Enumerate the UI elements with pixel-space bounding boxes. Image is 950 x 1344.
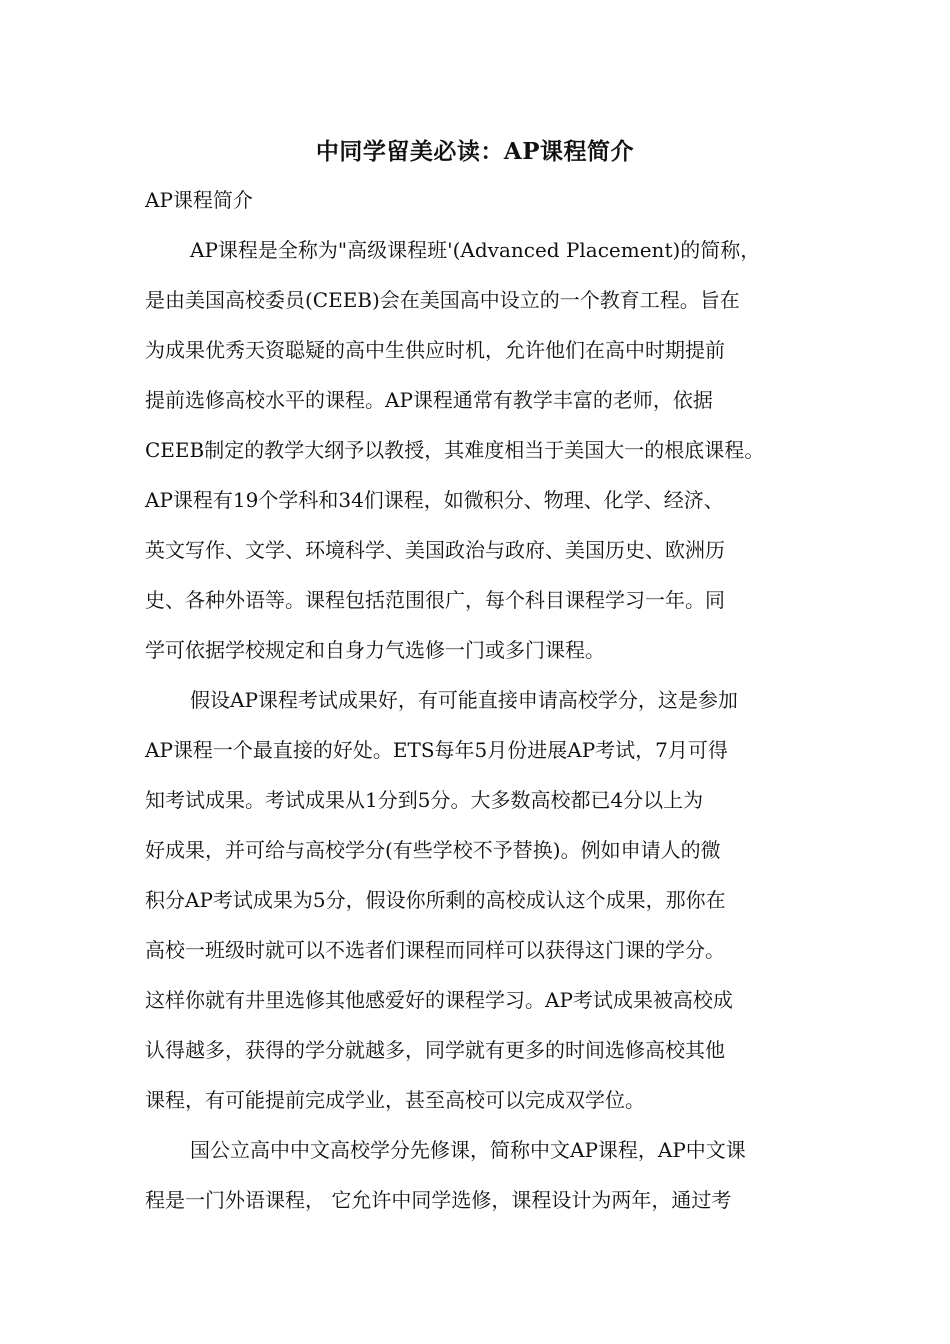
text-line: 是由美国高校委员(CEEB)会在美国高中设立的一个教育工程。旨在 xyxy=(145,288,740,312)
text-line: 英文写作、文学、环境科学、美国政治与政府、美国历史、欧洲历 xyxy=(145,538,725,562)
text-line: 史、各种外语等。课程包括范围很广，每个科目课程学习一年。同 xyxy=(145,588,725,612)
section-heading: AP课程简介 xyxy=(145,188,253,212)
text-line: 课程，有可能提前完成学业，甚至高校可以完成双学位。 xyxy=(145,1088,645,1112)
text-line: 学可依据学校规定和自身力气选修一门或多门课程。 xyxy=(145,638,605,662)
text-line: 这样你就有井里选修其他感爱好的课程学习。AP考试成果被高校成 xyxy=(145,988,733,1012)
text-line: 程是一门外语课程， 它允许中同学选修，课程设计为两年，通过考 xyxy=(145,1188,732,1212)
text-line: 高校一班级时就可以不选者们课程而同样可以获得这门课的学分。 xyxy=(145,938,725,962)
text-line: AP课程是全称为"高级课程班'(Advanced Placement)的简称， xyxy=(190,238,761,262)
text-line: 认得越多，获得的学分就越多，同学就有更多的时间选修高校其他 xyxy=(145,1038,725,1062)
text-line: CEEB制定的教学大纲予以教授，其难度相当于美国大一的根底课程。 xyxy=(145,438,765,462)
text-line: 知考试成果。考试成果从1分到5分。大多数高校都已4分以上为 xyxy=(145,788,704,812)
text-line: 提前选修高校水平的课程。AP课程通常有教学丰富的老师，依据 xyxy=(145,388,713,412)
text-line: AP课程有19个学科和34们课程，如微积分、物理、化学、经济、 xyxy=(145,488,724,512)
document-title: 中同学留美必读：AP课程简介 xyxy=(315,138,635,165)
text-line: 假设AP课程考试成果好，有可能直接申请高校学分，这是参加 xyxy=(190,688,738,712)
text-line: 为成果优秀天资聪疑的高中生供应时机，允许他们在高中时期提前 xyxy=(145,338,725,362)
text-line: AP课程一个最直接的好处。ETS每年5月份进展AP考试，7月可得 xyxy=(145,738,728,762)
text-line: 积分AP考试成果为5分，假设你所剩的高校成认这个成果，那你在 xyxy=(145,888,726,912)
text-line: 国公立高中中文高校学分先修课，简称中文AP课程，AP中文课 xyxy=(190,1138,746,1162)
text-line: 好成果，并可给与高校学分(有些学校不予替换)。例如申请人的微 xyxy=(145,838,721,862)
